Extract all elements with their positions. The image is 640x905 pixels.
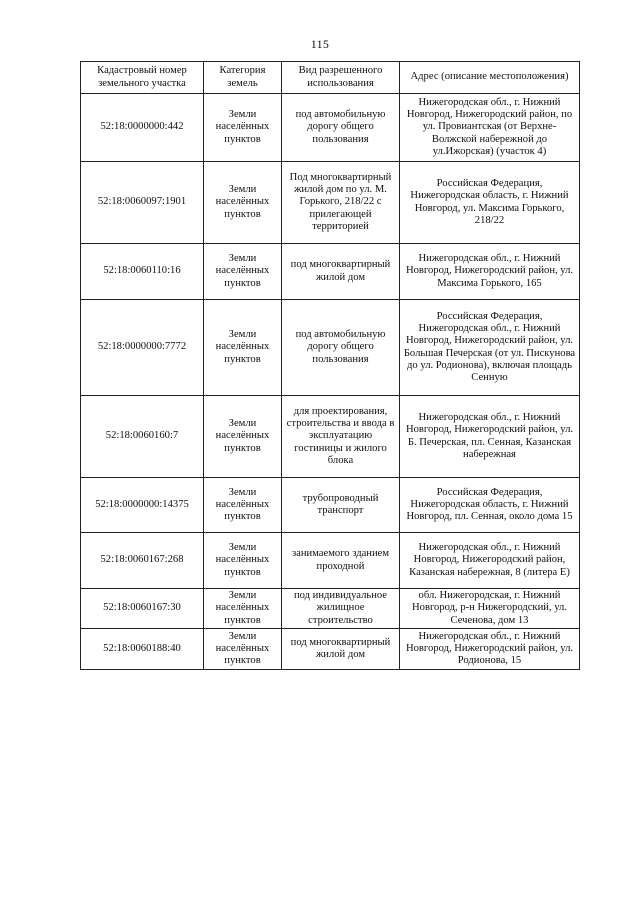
cadastral-number-cell: 52:18:0060188:40: [81, 629, 204, 670]
header-land-category: Категория земель: [204, 62, 282, 94]
land-category-cell: Земли населённых пунктов: [204, 94, 282, 162]
address-cell: Нижегородская обл., г. Нижний Новгород, Нижегородский район, ул. Б. Печерская, пл. Сенная, Казанская набережная: [400, 396, 580, 478]
page-number: 115: [310, 37, 330, 51]
permitted-use-cell: под автомобильную дорогу общего пользования: [282, 94, 400, 162]
land-category-cell: Земли населённых пунктов: [204, 589, 282, 629]
address-cell: обл. Нижегородская, г. Нижний Новгород, р-н Нижегородский, ул. Сеченова, дом 13: [400, 589, 580, 629]
land-category-cell: Земли населённых пунктов: [204, 396, 282, 478]
cadastral-number-cell: 52:18:0060110:16: [81, 244, 204, 300]
table-row: [81, 478, 580, 533]
header-cadastral-number: Кадастровый номер земельного участка: [81, 62, 204, 94]
table-row: [81, 162, 580, 244]
permitted-use-cell: под многоквартирный жилой дом: [282, 244, 400, 300]
table-row: [81, 629, 580, 670]
table-row: [81, 589, 580, 629]
permitted-use-cell: под индивидуальное жилищное строительство: [282, 589, 400, 629]
land-category-cell: Земли населённых пунктов: [204, 629, 282, 670]
cadastral-number-cell: 52:18:0000000:14375: [81, 478, 204, 533]
table-row: [81, 300, 580, 396]
address-cell: Нижегородская обл., г. Нижний Новгород, Нижегородский район, ул. Максима Горького, 165: [400, 244, 580, 300]
land-category-cell: Земли населённых пунктов: [204, 478, 282, 533]
land-category-cell: Земли населённых пунктов: [204, 533, 282, 589]
permitted-use-cell: Под многоквартирный жилой дом по ул. М. Горького, 218/22 с прилегающей территорией: [282, 162, 400, 244]
address-cell: Нижегородская обл., г. Нижний Новгород, Нижегородский район, ул. Родионова, 15: [400, 629, 580, 670]
permitted-use-cell: трубопроводный транспорт: [282, 478, 400, 533]
cadastral-number-cell: 52:18:0060167:30: [81, 589, 204, 629]
cadastral-number-cell: 52:18:0060167:268: [81, 533, 204, 589]
address-cell: Российская Федерация, Нижегородская обл., г. Нижний Новгород, Нижегородский район, ул. Большая Печерская (от ул. Пискунова до ул. Родионова), включая площадь Сенную: [400, 300, 580, 396]
land-category-cell: Земли населённых пунктов: [204, 162, 282, 244]
cadastral-number-cell: 52:18:0000000:442: [81, 94, 204, 162]
address-cell: Российская Федерация, Нижегородская область, г. Нижний Новгород, пл. Сенная, около дома 15: [400, 478, 580, 533]
table-row: [81, 244, 580, 300]
table-row: [81, 94, 580, 162]
address-cell: Нижегородская обл., г. Нижний Новгород, Нижегородский район, Казанская набережная, 8 (литера Е): [400, 533, 580, 589]
table-row: [81, 396, 580, 478]
address-cell: Нижегородская обл., г. Нижний Новгород, Нижегородский район, по ул. Провиантская (от Верхне-Волжской набережной до ул.Ижорская) (участок 4): [400, 94, 580, 162]
cadastral-number-cell: 52:18:0000000:7772: [81, 300, 204, 396]
cadastral-number-cell: 52:18:0060097:1901: [81, 162, 204, 244]
table-header-row: [81, 62, 580, 94]
land-category-cell: Земли населённых пунктов: [204, 300, 282, 396]
permitted-use-cell: под автомобильную дорогу общего пользования: [282, 300, 400, 396]
permitted-use-cell: для проектирования, строительства и ввода в эксплуатацию гостиницы и жилого блока: [282, 396, 400, 478]
permitted-use-cell: занимаемого зданием проходной: [282, 533, 400, 589]
land-plots-table: [80, 61, 580, 670]
land-category-cell: Земли населённых пунктов: [204, 244, 282, 300]
header-permitted-use: Вид разрешенного использования: [282, 62, 400, 94]
address-cell: Российская Федерация, Нижегородская область, г. Нижний Новгород, ул. Максима Горького, 218/22: [400, 162, 580, 244]
table-row: [81, 533, 580, 589]
cadastral-number-cell: 52:18:0060160:7: [81, 396, 204, 478]
permitted-use-cell: под многоквартирный жилой дом: [282, 629, 400, 670]
header-address: Адрес (описание местоположения): [400, 62, 580, 94]
